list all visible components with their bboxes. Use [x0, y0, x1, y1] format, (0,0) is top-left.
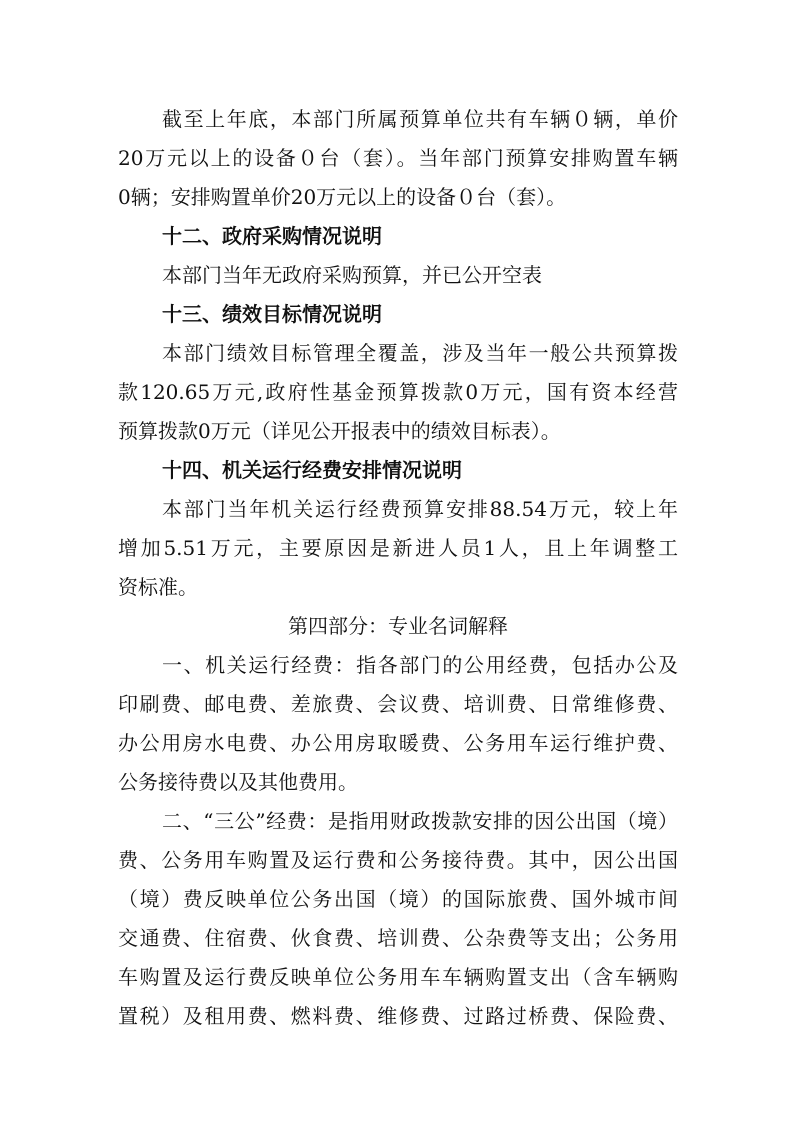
document-body [118, 100, 678, 1036]
paragraph-line: 交通费、住宿费、伙食费、培训费、公杂费等支出；公务用 [118, 926, 678, 950]
section-heading: 十二、政府采购情况说明 [162, 224, 382, 248]
paragraph-line: 款120.65万元,政府性基金预算拨款0万元，国有资本经营 [118, 380, 678, 404]
paragraph-line: 置税）及租用费、燃料费、维修费、过路过桥费、保险费、 [118, 1004, 678, 1028]
paragraph-line: （境）费反映单位公务出国（境）的国际旅费、国外城市间 [118, 887, 678, 911]
paragraph-line: 资标准。 [118, 575, 198, 599]
paragraph-line: 预算拨款0万元（详见公开报表中的绩效目标表）。 [118, 419, 561, 443]
paragraph-line: 本部门绩效目标管理全覆盖，涉及当年一般公共预算拨 [162, 341, 678, 365]
paragraph-line: 本部门当年机关运行经费预算安排88.54万元，较上年 [162, 497, 678, 521]
section-heading: 十三、绩效目标情况说明 [162, 302, 382, 326]
section-heading: 十四、机关运行经费安排情况说明 [162, 458, 462, 482]
paragraph-line: 截至上年底，本部门所属预算单位共有车辆０辆，单价 [162, 107, 678, 131]
paragraph-line: 办公用房水电费、办公用房取暖费、公务用车运行维护费、 [118, 731, 678, 755]
paragraph-line: 费、公务用车购置及运行费和公务接待费。其中，因公出国 [118, 848, 678, 872]
paragraph-line: 公务接待费以及其他费用。 [118, 770, 358, 794]
part-title: 第四部分：专业名词解释 [288, 614, 508, 638]
paragraph-line: 0辆；安排购置单价20万元以上的设备０台（套）。 [118, 185, 567, 209]
paragraph-line: 本部门当年无政府采购预算，并已公开空表 [162, 263, 542, 287]
paragraph-line: 一、机关运行经费：指各部门的公用经费，包括办公及 [162, 653, 678, 677]
paragraph-line: 印刷费、邮电费、差旅费、会议费、培训费、日常维修费、 [118, 692, 678, 716]
paragraph-line: 二、“三公”经费：是指用财政拨款安排的因公出国（境） [162, 809, 678, 833]
paragraph-line: 20万元以上的设备０台（套）。当年部门预算安排购置车辆 [118, 146, 678, 170]
paragraph-line: 增加5.51万元，主要原因是新进人员1人，且上年调整工 [118, 536, 678, 560]
paragraph-line: 车购置及运行费反映单位公务用车车辆购置支出（含车辆购 [118, 965, 678, 989]
